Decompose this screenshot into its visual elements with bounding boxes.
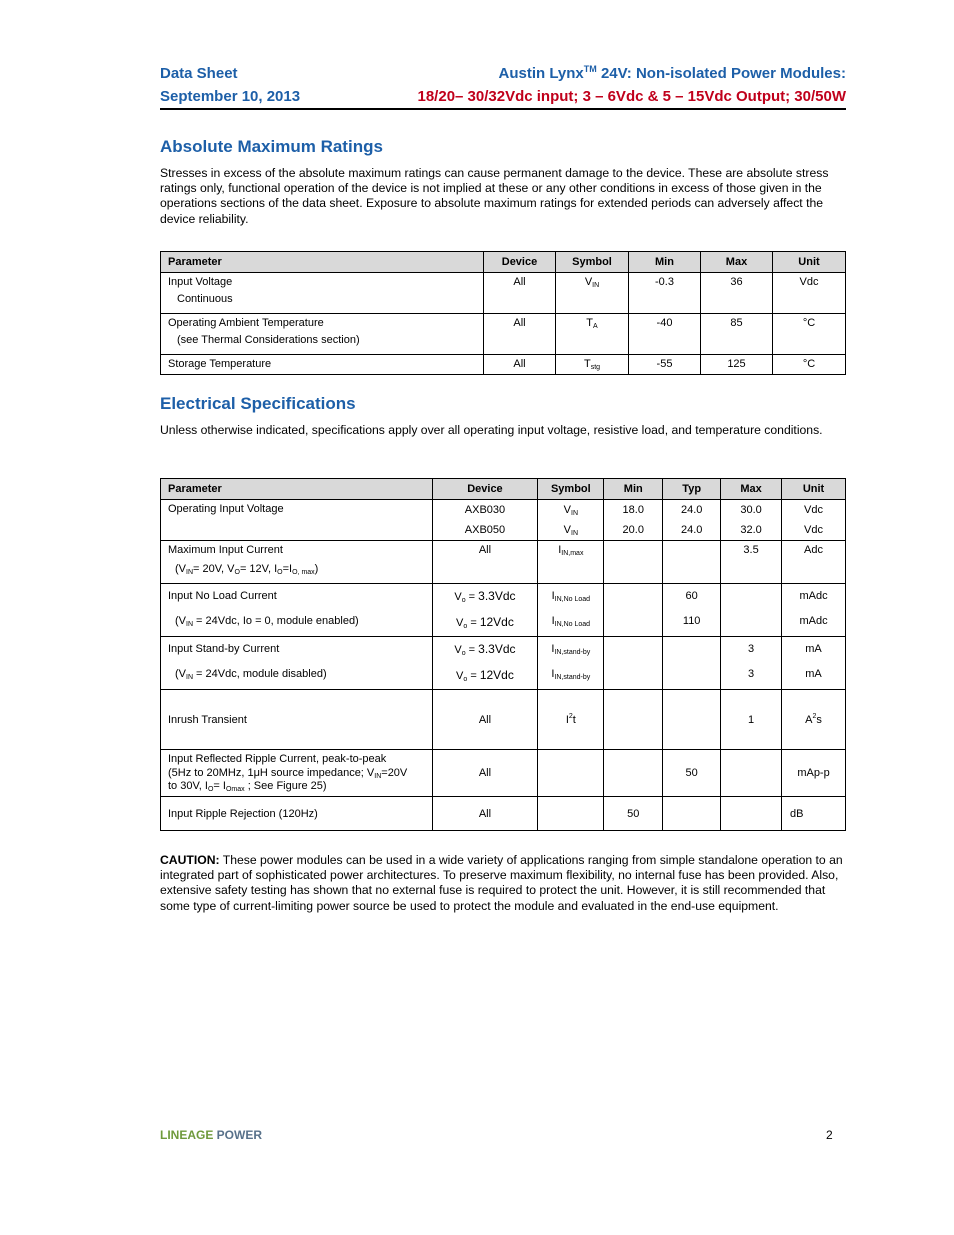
caution-paragraph: CAUTION: These power modules can be used in a wide variety of applications ranging from simple standalone operation to an integrated part of sophisticated power architectures. To preserve maximum flexibility, no internal fuse has been provided. Also, extensive safety testing has shown that no external fuse is required to protect the unit. However, it is still recommended that some type of current-limiting power source be used to protect the module and evaluated in the end-use equipment. bbox=[160, 853, 843, 913]
table-row: Input Stand-by Current ($V_{IN} = 24Vdc$, module disabled) $V_o = 3.3Vdc$ $V_o = 12Vdc$ $I_{IN,stand-by}$ $I_{IN,stand-by}$ 3 3 mA mA bbox=[161, 637, 846, 690]
header-rule bbox=[160, 108, 846, 110]
product-subtitle: 18/20– 30/32Vdc input; 3 – 6Vdc & 5 – 15Vdc Output; 30/50W bbox=[417, 88, 846, 105]
table-header-row: Parameter Device Symbol Min Typ Max Unit bbox=[161, 479, 846, 500]
table-row: Input Voltage Continuous All $V_{IN}$ -0.3 36 Vdc bbox=[161, 273, 846, 314]
elec-table bbox=[160, 478, 846, 831]
table-row: Input Reflected Ripple Current, peak-to-peak (5Hz to 20MHz, 1μH source impedance; $V_{IN}=20V$ to 30V, $I_O= I_{Omax}$ ; See Figure 25) All 50 mAp-p bbox=[161, 750, 846, 797]
table-row: Inrush Transient All $I^2t$ 1 $A^2s$ bbox=[161, 690, 846, 750]
table-row: Maximum Input Current ($V_{IN}= 20V$, $V_O= 12V$, $I_O=I_{O, max}$) All $I_{IN,max}$ 3.5 Adc bbox=[161, 541, 846, 584]
product-title: Austin Lynx™ 24V: Non-isolated Power Modules: bbox=[498, 64, 846, 82]
table-row: Storage Temperature All $T_{stg}$ -55 125 °C bbox=[161, 355, 846, 375]
abs-max-heading: Absolute Maximum Ratings bbox=[160, 137, 383, 156]
table-row: Operating Input Voltage AXB030 AXB050 $V_{IN}$ $V_{IN}$ 18.0 20.0 24.0 24.0 30.0 32.0 Vdc Vdc bbox=[161, 500, 846, 541]
table-header-row: Parameter Device Symbol Min Max Unit bbox=[161, 252, 846, 273]
doc-date: September 10, 2013 bbox=[160, 88, 301, 105]
header-left bbox=[160, 62, 300, 108]
table-row: Input No Load Current ($V_{IN} = 24Vdc$, Io = 0, module enabled) $V_o = 3.3Vdc$ $V_o = 12Vdc$ $I_{IN,No Load}$ $I_{IN,No Load}$ 60 110 mAdc mAdc bbox=[161, 584, 846, 637]
table-row: Input Ripple Rejection (120Hz) All 50 dB bbox=[161, 797, 846, 831]
elec-heading: Electrical Specifications bbox=[160, 394, 356, 413]
table-row: Operating Ambient Temperature (see Thermal Considerations section) All $T_A$ -40 85 °C bbox=[161, 314, 846, 355]
footer-brand: LINEAGE POWER bbox=[160, 1128, 263, 1142]
page-number: 2 bbox=[826, 1128, 833, 1142]
caution-label: CAUTION: bbox=[160, 853, 220, 867]
doc-type: Data Sheet bbox=[160, 65, 238, 82]
abs-max-table bbox=[160, 251, 846, 375]
elec-description: Unless otherwise indicated, specifications apply over all operating input voltage, resistive load, and temperature conditions. bbox=[160, 423, 823, 437]
abs-max-description: Stresses in excess of the absolute maximum ratings can cause permanent damage to the device. These are absolute stress ratings only, functional operation of the device is not implied at these or any other conditions in excess of those given in the operations sections of the data sheet. Exposure to absolute maximum ratings for extended periods can adversely affect the device reliability. bbox=[160, 166, 829, 226]
header-right bbox=[418, 62, 847, 108]
